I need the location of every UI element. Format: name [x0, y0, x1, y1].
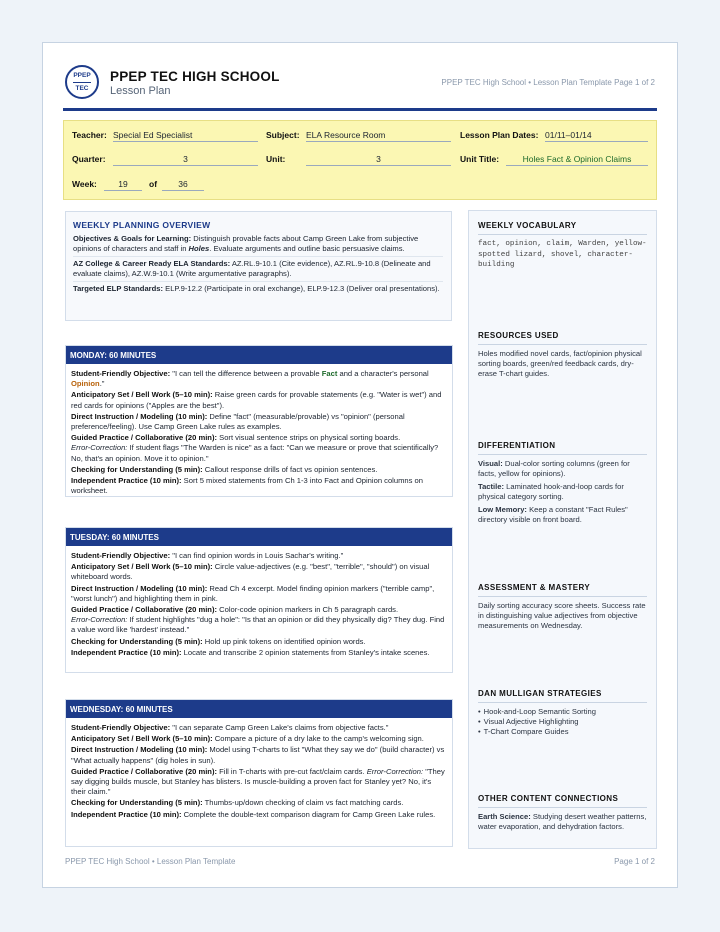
page-footer — [65, 857, 655, 866]
assessment-section — [478, 583, 647, 631]
week-of-label: of — [149, 179, 158, 189]
wednesday-checking: Checking for Understanding (5 min): Thumbs-up/down checking of claim vs fact matching cards. — [71, 798, 404, 808]
fact-keyword: Fact — [321, 369, 338, 378]
opinion-keyword: Opinion — [71, 379, 100, 389]
logo-text-bottom: TEC — [75, 84, 89, 92]
week-field[interactable]: 19 — [104, 179, 142, 191]
tuesday-direct-instruction: Direct Instruction / Modeling (10 min): Read Ch 4 excerpt. Model finding opinion markers ("terrible camp", "worst lunch") and highlighting them in pink. — [71, 583, 435, 603]
tuesday-checking: Checking for Understanding (5 min): Hold up pink tokens on identified opinion words. — [71, 636, 366, 646]
monday-direct-instruction: Direct Instruction / Modeling (10 min): Define "fact" (measurable/provable) vs "opinion" (personal preference/feeling). Use Camp Green Lake rules as examples. — [71, 411, 405, 432]
list-item: • T-Chart Compare Guides — [478, 727, 647, 737]
monday-objective: Student-Friendly Objective: "I can tell the difference between a provable Fact and a character's personal Opinion." — [71, 369, 429, 389]
vocabulary-title: WEEKLY VOCABULARY — [478, 221, 647, 235]
monday-header: MONDAY: 60 MINUTES — [66, 346, 452, 364]
vocabulary-section — [478, 221, 647, 271]
diff-tactile: Tactile: Laminated hook-and-loop cards for physical category sorting. — [478, 482, 624, 501]
tuesday-header: TUESDAY: 60 MINUTES — [66, 528, 452, 546]
dates-field[interactable]: 01/11–01/14 — [545, 130, 648, 142]
lesson-plan-page — [42, 42, 678, 888]
monday-checking: Checking for Understanding (5 min): Callout response drills of fact vs opinion sentences. — [71, 464, 378, 474]
wednesday-anticipatory: Anticipatory Set / Bell Work (5–10 min): Compare a picture of a dry lake to the camp's welcoming sign. — [71, 734, 424, 744]
week-total-field[interactable]: 36 — [162, 179, 204, 191]
tuesday-objective: Student-Friendly Objective: "I can find opinion words in Louis Sachar's writing." — [71, 551, 344, 560]
tuesday-anticipatory: Anticipatory Set / Bell Work (5–10 min): Circle value-adjectives (e.g. "best", "terrible", "should") on visual whiteboard words. — [71, 562, 430, 582]
overview-title: WEEKLY PLANNING OVERVIEW — [73, 220, 211, 230]
content-connections-section — [478, 794, 647, 832]
dan-mulligan-section — [478, 689, 647, 737]
unit-field[interactable]: 3 — [306, 154, 451, 166]
wednesday-header: WEDNESDAY: 60 MINUTES — [66, 700, 452, 718]
vocabulary-list: fact, opinion, claim, Warden, yellow-spotted lizard, shovel, character-building — [478, 240, 647, 269]
wednesday-section — [65, 699, 453, 847]
elp-standards: Targeted ELP Standards: ELP.9-12.2 (Participate in oral exchange), ELP.9-12.3 (Deliver oral presentations). — [73, 284, 440, 293]
page-header — [65, 65, 655, 109]
sidebar — [468, 210, 657, 849]
footer-left: PPEP TEC High School • Lesson Plan Template — [65, 857, 236, 866]
weekly-planning-overview — [65, 211, 452, 321]
wednesday-direct-instruction: Direct Instruction / Modeling (10 min): Model using T-charts to list "What they say we do" (build character) vs "What actually happens" (dig holes in sun). — [71, 745, 445, 765]
resources-text: Holes modified novel cards, fact/opinion physical sorting boards, green/red feedback cards, dry-erase T-chart guides. — [478, 349, 642, 378]
monday-anticipatory: Anticipatory Set / Bell Work (5–10 min): Raise green cards for provable statements (e.g. "Water is wet") and red cards for opinions ("Apples are the best"). — [71, 390, 442, 410]
tuesday-guided-practice: Guided Practice / Collaborative (20 min): Color-code opinion markers in Ch 5 paragraph cards. Error-Correction: If student highlights "dug a hole": "Is that an opinion or did they physically dig? They dug. Find a value word like 'hardest' instead." — [71, 605, 445, 635]
info-box — [63, 120, 657, 200]
quarter-field[interactable]: 3 — [113, 154, 258, 166]
subject-label: Subject: — [266, 130, 300, 140]
dan-mulligan-title: DAN MULLIGAN STRATEGIES — [478, 689, 647, 703]
monday-section — [65, 345, 453, 497]
quarter-label: Quarter: — [72, 154, 106, 164]
dates-label: Lesson Plan Dates: — [460, 130, 539, 140]
assessment-title: ASSESSMENT & MASTERY — [478, 583, 647, 597]
tuesday-independent: Independent Practice (10 min): Locate and transcribe 2 opinion statements from Stanley's intake scenes. — [71, 647, 430, 657]
wednesday-independent: Independent Practice (10 min): Complete the double-text comparison diagram for Camp Green Lake rules. — [71, 809, 436, 819]
monday-guided-practice: Guided Practice / Collaborative (20 min): Sort visual sentence strips on physical sorting boards. Error-Correction: If student flags "The Warden is nice" as a fact: "Can we measure or prove that scientifically? No, that's an opinion. Move it to opinion." — [71, 433, 439, 463]
school-logo — [65, 65, 99, 99]
unit-title-label: Unit Title: — [460, 154, 500, 164]
document-type: Lesson Plan — [110, 85, 171, 97]
unit-title-field[interactable]: Holes Fact & Opinion Claims — [506, 154, 648, 166]
differentiation-section — [478, 441, 647, 525]
subject-field[interactable]: ELA Resource Room — [306, 130, 451, 142]
objectives: Objectives & Goals for Learning: Distinguish provable facts about Camp Green Lake from subjective opinions of characters and staff in Holes. Evaluate arguments and outline basic persuasive claims. — [73, 234, 443, 257]
logo-text-top: PPEP — [73, 72, 91, 80]
header-rule — [63, 108, 657, 111]
header-page-info: PPEP TEC High School • Lesson Plan Template Page 1 of 2 — [441, 78, 655, 87]
ela-standards: AZ College & Career Ready ELA Standards: AZ.RL.9-10.1 (Cite evidence), AZ.RL.9-10.8 (Delineate and evaluate claims), AZ.W.9-10.1 (Write argumentative paragraphs). — [73, 259, 443, 282]
differentiation-title: DIFFERENTIATION — [478, 441, 647, 455]
diff-visual: Visual: Dual-color sorting columns (green for facts, yellow for opinions). — [478, 459, 630, 478]
school-name: PPEP TEC HIGH SCHOOL — [110, 69, 280, 84]
resources-section — [478, 331, 647, 379]
strategy-list — [478, 707, 647, 737]
teacher-field[interactable]: Special Ed Specialist — [113, 130, 258, 142]
content-connections-title: OTHER CONTENT CONNECTIONS — [478, 794, 647, 808]
list-item: • Visual Adjective Highlighting — [478, 717, 647, 727]
wednesday-objective: Student-Friendly Objective: "I can separate Camp Green Lake's claims from objective facts." — [71, 723, 389, 732]
diff-low-memory: Low Memory: Keep a constant "Fact Rules" directory visible on front board. — [478, 505, 628, 524]
earth-science-connection: Earth Science: Studying desert weather patterns, water evaporation, and dehydration factors. — [478, 812, 647, 831]
week-label: Week: — [72, 179, 97, 189]
footer-page-number: Page 1 of 2 — [614, 857, 655, 866]
assessment-text: Daily sorting accuracy score sheets. Success rate in distinguishing value adjectives from objective measurements on Wednesday. — [478, 601, 646, 630]
tuesday-section — [65, 527, 453, 673]
logo-divider — [73, 82, 91, 83]
monday-independent: Independent Practice (10 min): Sort 5 mixed statements from Ch 1-3 into Fact and Opinion columns on worksheet. — [71, 476, 423, 496]
list-item: • Hook-and-Loop Semantic Sorting — [478, 707, 647, 717]
unit-label: Unit: — [266, 154, 286, 164]
teacher-label: Teacher: — [72, 130, 107, 140]
resources-title: RESOURCES USED — [478, 331, 647, 345]
wednesday-guided-practice: Guided Practice / Collaborative (20 min): Fill in T-charts with pre-cut fact/claim cards. Error-Correction: "They say digging builds muscle, but Stanley has blisters. Is muscle-building a proven fact for Stanley yet? No, it's their claim." — [71, 766, 445, 797]
